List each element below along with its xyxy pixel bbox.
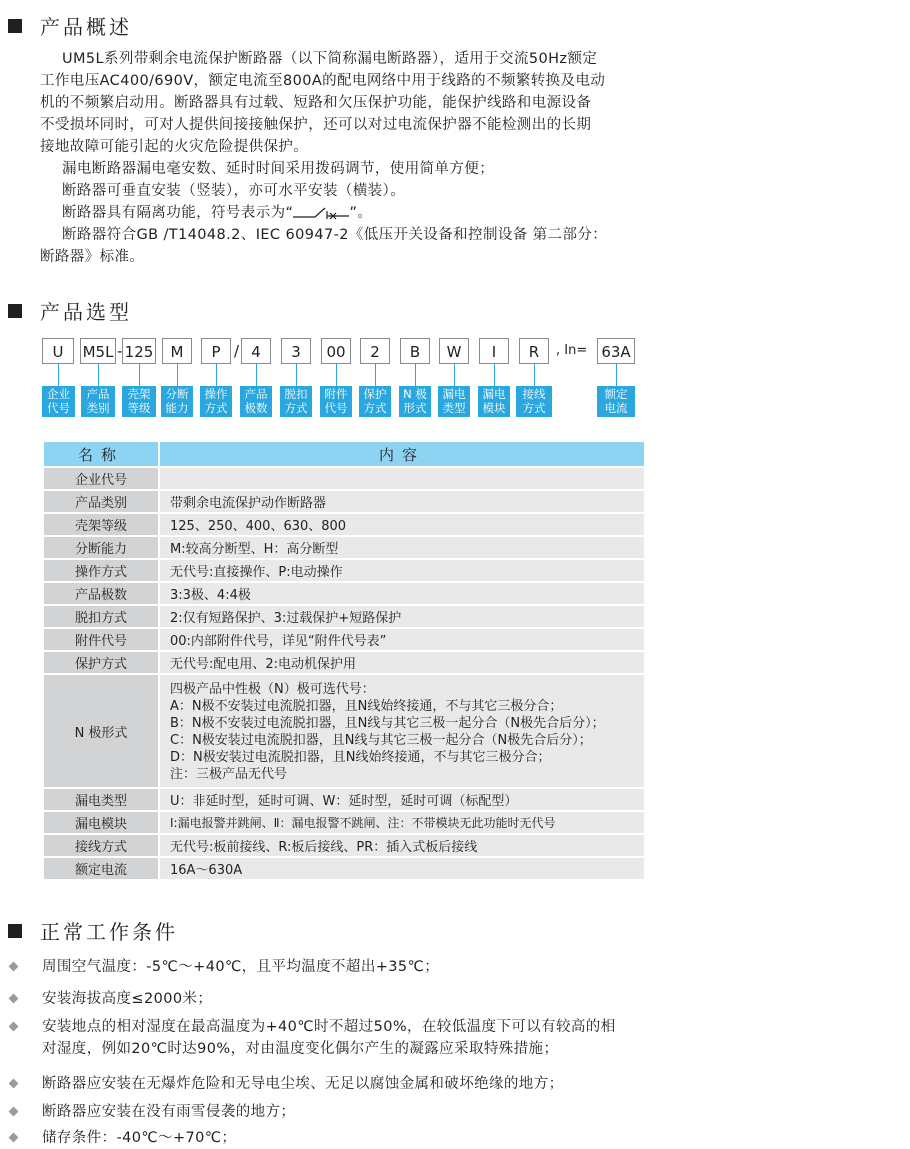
row-name: 附件代号 bbox=[43, 628, 159, 651]
code-box-protection: 2 bbox=[360, 338, 390, 364]
tag-wiring: 接线 方式 bbox=[516, 386, 552, 417]
row-name: 漏电类型 bbox=[43, 788, 159, 811]
code-box-accessory: 00 bbox=[321, 338, 351, 364]
row-name: 额定电流 bbox=[43, 857, 159, 880]
table-header-row bbox=[43, 441, 645, 467]
diamond-bullet-icon bbox=[9, 1133, 19, 1143]
condition-item: 安装海拔高度≤2000米； bbox=[10, 988, 650, 1010]
tag-protection: 保护 方式 bbox=[359, 386, 391, 417]
header-content: 内容 bbox=[159, 441, 645, 467]
row-content: Ⅰ:漏电报警并跳闸、Ⅱ：漏电报警不跳闸、注：不带模块无此功能时无代号 bbox=[159, 811, 645, 834]
code-box-operation: P bbox=[201, 338, 231, 364]
conditions-heading: 正常工作条件 bbox=[8, 916, 178, 945]
condition-item: 安装地点的相对湿度在最高温度为+40℃时不超过50%，在较低温度下可以有较高的相 对湿度，例如20℃时达90%，对由温度变化偶尔产生的凝露应采取特殊措施； bbox=[10, 1016, 650, 1060]
overview-heading: 产品概述 bbox=[8, 11, 132, 40]
code-box-category: M5L bbox=[80, 338, 116, 364]
square-bullet-icon bbox=[8, 924, 22, 938]
code-box-enterprise: U bbox=[42, 338, 74, 364]
table-row bbox=[43, 559, 645, 582]
row-name: 产品类别 bbox=[43, 490, 159, 513]
overview-paragraph-1 bbox=[40, 48, 652, 268]
row-content: 00:内部附件代号，详见“附件代号表” bbox=[159, 628, 645, 651]
row-name: 脱扣方式 bbox=[43, 605, 159, 628]
condition-item: 断路器应安装在没有雨雪侵袭的地方； bbox=[10, 1101, 650, 1123]
code-box-poles: 4 bbox=[241, 338, 271, 364]
n-form-line: 注：三极产品无代号 bbox=[170, 767, 288, 782]
spec-table bbox=[42, 440, 646, 881]
code-box-frame: 125 bbox=[122, 338, 156, 364]
row-name: 保护方式 bbox=[43, 651, 159, 674]
tag-trip: 脱扣 方式 bbox=[280, 386, 312, 417]
table-row bbox=[43, 834, 645, 857]
row-content: 带剩余电流保护动作断路器 bbox=[159, 490, 645, 513]
connector-line bbox=[98, 364, 99, 386]
table-row bbox=[43, 490, 645, 513]
code-box-wiring: R bbox=[519, 338, 549, 364]
n-form-line: B：N极不安装过电流脱扣器，且N线与其它三极一起分合（N极先合后分）； bbox=[170, 716, 605, 731]
row-content: 无代号:直接操作、P:电动操作 bbox=[159, 559, 645, 582]
table-row bbox=[43, 628, 645, 651]
text-line: 不受损坏同时，可对人提供间接接触保护，还可以对过电流保护器不能检测出的长期 bbox=[40, 117, 592, 133]
row-content: M:较高分断型、H：高分断型 bbox=[159, 536, 645, 559]
row-name: 分断能力 bbox=[43, 536, 159, 559]
n-form-line: A：N极不安装过电流脱扣器，且N线始终接通，不与其它三极分合； bbox=[170, 699, 563, 714]
text-line: 断路器可垂直安装（竖装），亦可水平安装（横装）。 bbox=[62, 183, 406, 199]
n-form-line: 四极产品中性极（N）极可选代号： bbox=[170, 682, 375, 697]
isolation-symbol-icon bbox=[293, 206, 349, 220]
row-name: 操作方式 bbox=[43, 559, 159, 582]
selection-heading: 产品选型 bbox=[8, 296, 132, 325]
row-content bbox=[159, 467, 645, 490]
table-row bbox=[43, 788, 645, 811]
diamond-bullet-icon bbox=[9, 962, 19, 972]
n-form-line: D：N极安装过电流脱扣器，且N线始终接通，不与其它三极分合； bbox=[170, 750, 551, 765]
table-row bbox=[43, 857, 645, 880]
tag-leakage-type: 漏电 类型 bbox=[438, 386, 470, 417]
row-name: 接线方式 bbox=[43, 834, 159, 857]
table-row-n-form bbox=[43, 674, 645, 788]
diamond-bullet-icon bbox=[9, 1107, 19, 1117]
tag-n-pole: N 极 形式 bbox=[399, 386, 431, 417]
n-form-line: C：N极安装过电流脱扣器，且N线与其它三极一起分合（N极先合后分）； bbox=[170, 733, 592, 748]
row-name: N 极形式 bbox=[43, 674, 159, 788]
text-line: 断路器具有隔离功能，符号表示为“ ”。 bbox=[62, 205, 373, 221]
code-box-breaking: M bbox=[162, 338, 192, 364]
row-content bbox=[159, 674, 645, 788]
tag-category: 产品 类别 bbox=[81, 386, 115, 417]
connector-line bbox=[139, 364, 140, 386]
table-row bbox=[43, 582, 645, 605]
row-content: 无代号:配电用、2:电动机保护用 bbox=[159, 651, 645, 674]
connector-line bbox=[494, 364, 495, 386]
condition-item: 储存条件：-40℃～+70℃； bbox=[10, 1127, 650, 1149]
connector-line bbox=[256, 364, 257, 386]
row-content: 无代号:板前接线、R:板后接线、PR：插入式板后接线 bbox=[159, 834, 645, 857]
code-separator: - bbox=[117, 342, 123, 360]
code-box-rated-current: 63A bbox=[597, 338, 635, 364]
connector-line bbox=[177, 364, 178, 386]
code-box-leakage-type: W bbox=[439, 338, 469, 364]
connector-line bbox=[336, 364, 337, 386]
connector-line bbox=[216, 364, 217, 386]
text-line: 断路器》标准。 bbox=[40, 249, 145, 265]
code-box-n-pole: B bbox=[400, 338, 430, 364]
connector-line bbox=[296, 364, 297, 386]
square-bullet-icon bbox=[8, 19, 22, 33]
text-line: 断路器符合GB /T14048.2、IEC 60947-2《低压开关设备和控制设备 第二部分： bbox=[62, 227, 608, 243]
row-content: 125、250、400、630、800 bbox=[159, 513, 645, 536]
tag-poles: 产品 极数 bbox=[240, 386, 272, 417]
connector-line bbox=[375, 364, 376, 386]
row-content: U：非延时型，延时可调、W：延时型，延时可调（标配型） bbox=[159, 788, 645, 811]
tag-leakage-module: 漏电 模块 bbox=[478, 386, 510, 417]
text-line: UM5L系列带剩余电流保护断路器（以下简称漏电断路器），适用于交流50Hz额定 bbox=[62, 51, 598, 67]
tag-accessory: 附件 代号 bbox=[320, 386, 352, 417]
tag-rated-current: 额定 电流 bbox=[597, 386, 635, 417]
table-row bbox=[43, 605, 645, 628]
square-bullet-icon bbox=[8, 304, 22, 318]
row-content: 2:仅有短路保护、3:过载保护+短路保护 bbox=[159, 605, 645, 628]
code-separator: / bbox=[234, 342, 240, 360]
table-row bbox=[43, 811, 645, 834]
diamond-bullet-icon bbox=[9, 1079, 19, 1089]
code-box-leakage-module: I bbox=[479, 338, 509, 364]
connector-line bbox=[58, 364, 59, 386]
tag-operation: 操作 方式 bbox=[200, 386, 232, 417]
table-row bbox=[43, 467, 645, 490]
connector-line bbox=[616, 364, 617, 386]
row-name: 壳架等级 bbox=[43, 513, 159, 536]
code-box-trip: 3 bbox=[281, 338, 311, 364]
row-content: 16A～630A bbox=[159, 857, 645, 880]
connector-line bbox=[454, 364, 455, 386]
header-name: 名称 bbox=[43, 441, 159, 467]
row-content: 3:3极、4:4极 bbox=[159, 582, 645, 605]
diamond-bullet-icon bbox=[9, 994, 19, 1004]
table-row bbox=[43, 513, 645, 536]
condition-item: 断路器应安装在无爆炸危险和无导电尘埃、无足以腐蚀金属和破坏绝缘的地方； bbox=[10, 1073, 650, 1095]
text-line: 漏电断路器漏电毫安数、延时时间采用拨码调节，使用简单方便； bbox=[62, 161, 495, 177]
row-name: 产品极数 bbox=[43, 582, 159, 605]
connector-line bbox=[415, 364, 416, 386]
tag-breaking: 分断 能力 bbox=[161, 386, 193, 417]
code-separator: , In= bbox=[556, 343, 588, 358]
tag-enterprise: 企业 代号 bbox=[42, 386, 75, 417]
text-line: 工作电压AC400/690V，额定电流至800A的配电网络中用于线路的不频繁转换及电动 bbox=[40, 73, 606, 89]
table-row bbox=[43, 651, 645, 674]
connector-line bbox=[534, 364, 535, 386]
text-line: 机的不频繁启动用。断路器具有过载、短路和欠压保护功能，能保护线路和电源设备 bbox=[40, 95, 592, 111]
row-name: 漏电模块 bbox=[43, 811, 159, 834]
text-line: 接地故障可能引起的火灾危险提供保护。 bbox=[40, 139, 309, 155]
diamond-bullet-icon bbox=[9, 1022, 19, 1032]
row-name: 企业代号 bbox=[43, 467, 159, 490]
table-row bbox=[43, 536, 645, 559]
tag-frame: 壳架 等级 bbox=[122, 386, 156, 417]
condition-item: 周围空气温度：-5℃～+40℃，且平均温度不超出+35℃； bbox=[10, 956, 650, 978]
